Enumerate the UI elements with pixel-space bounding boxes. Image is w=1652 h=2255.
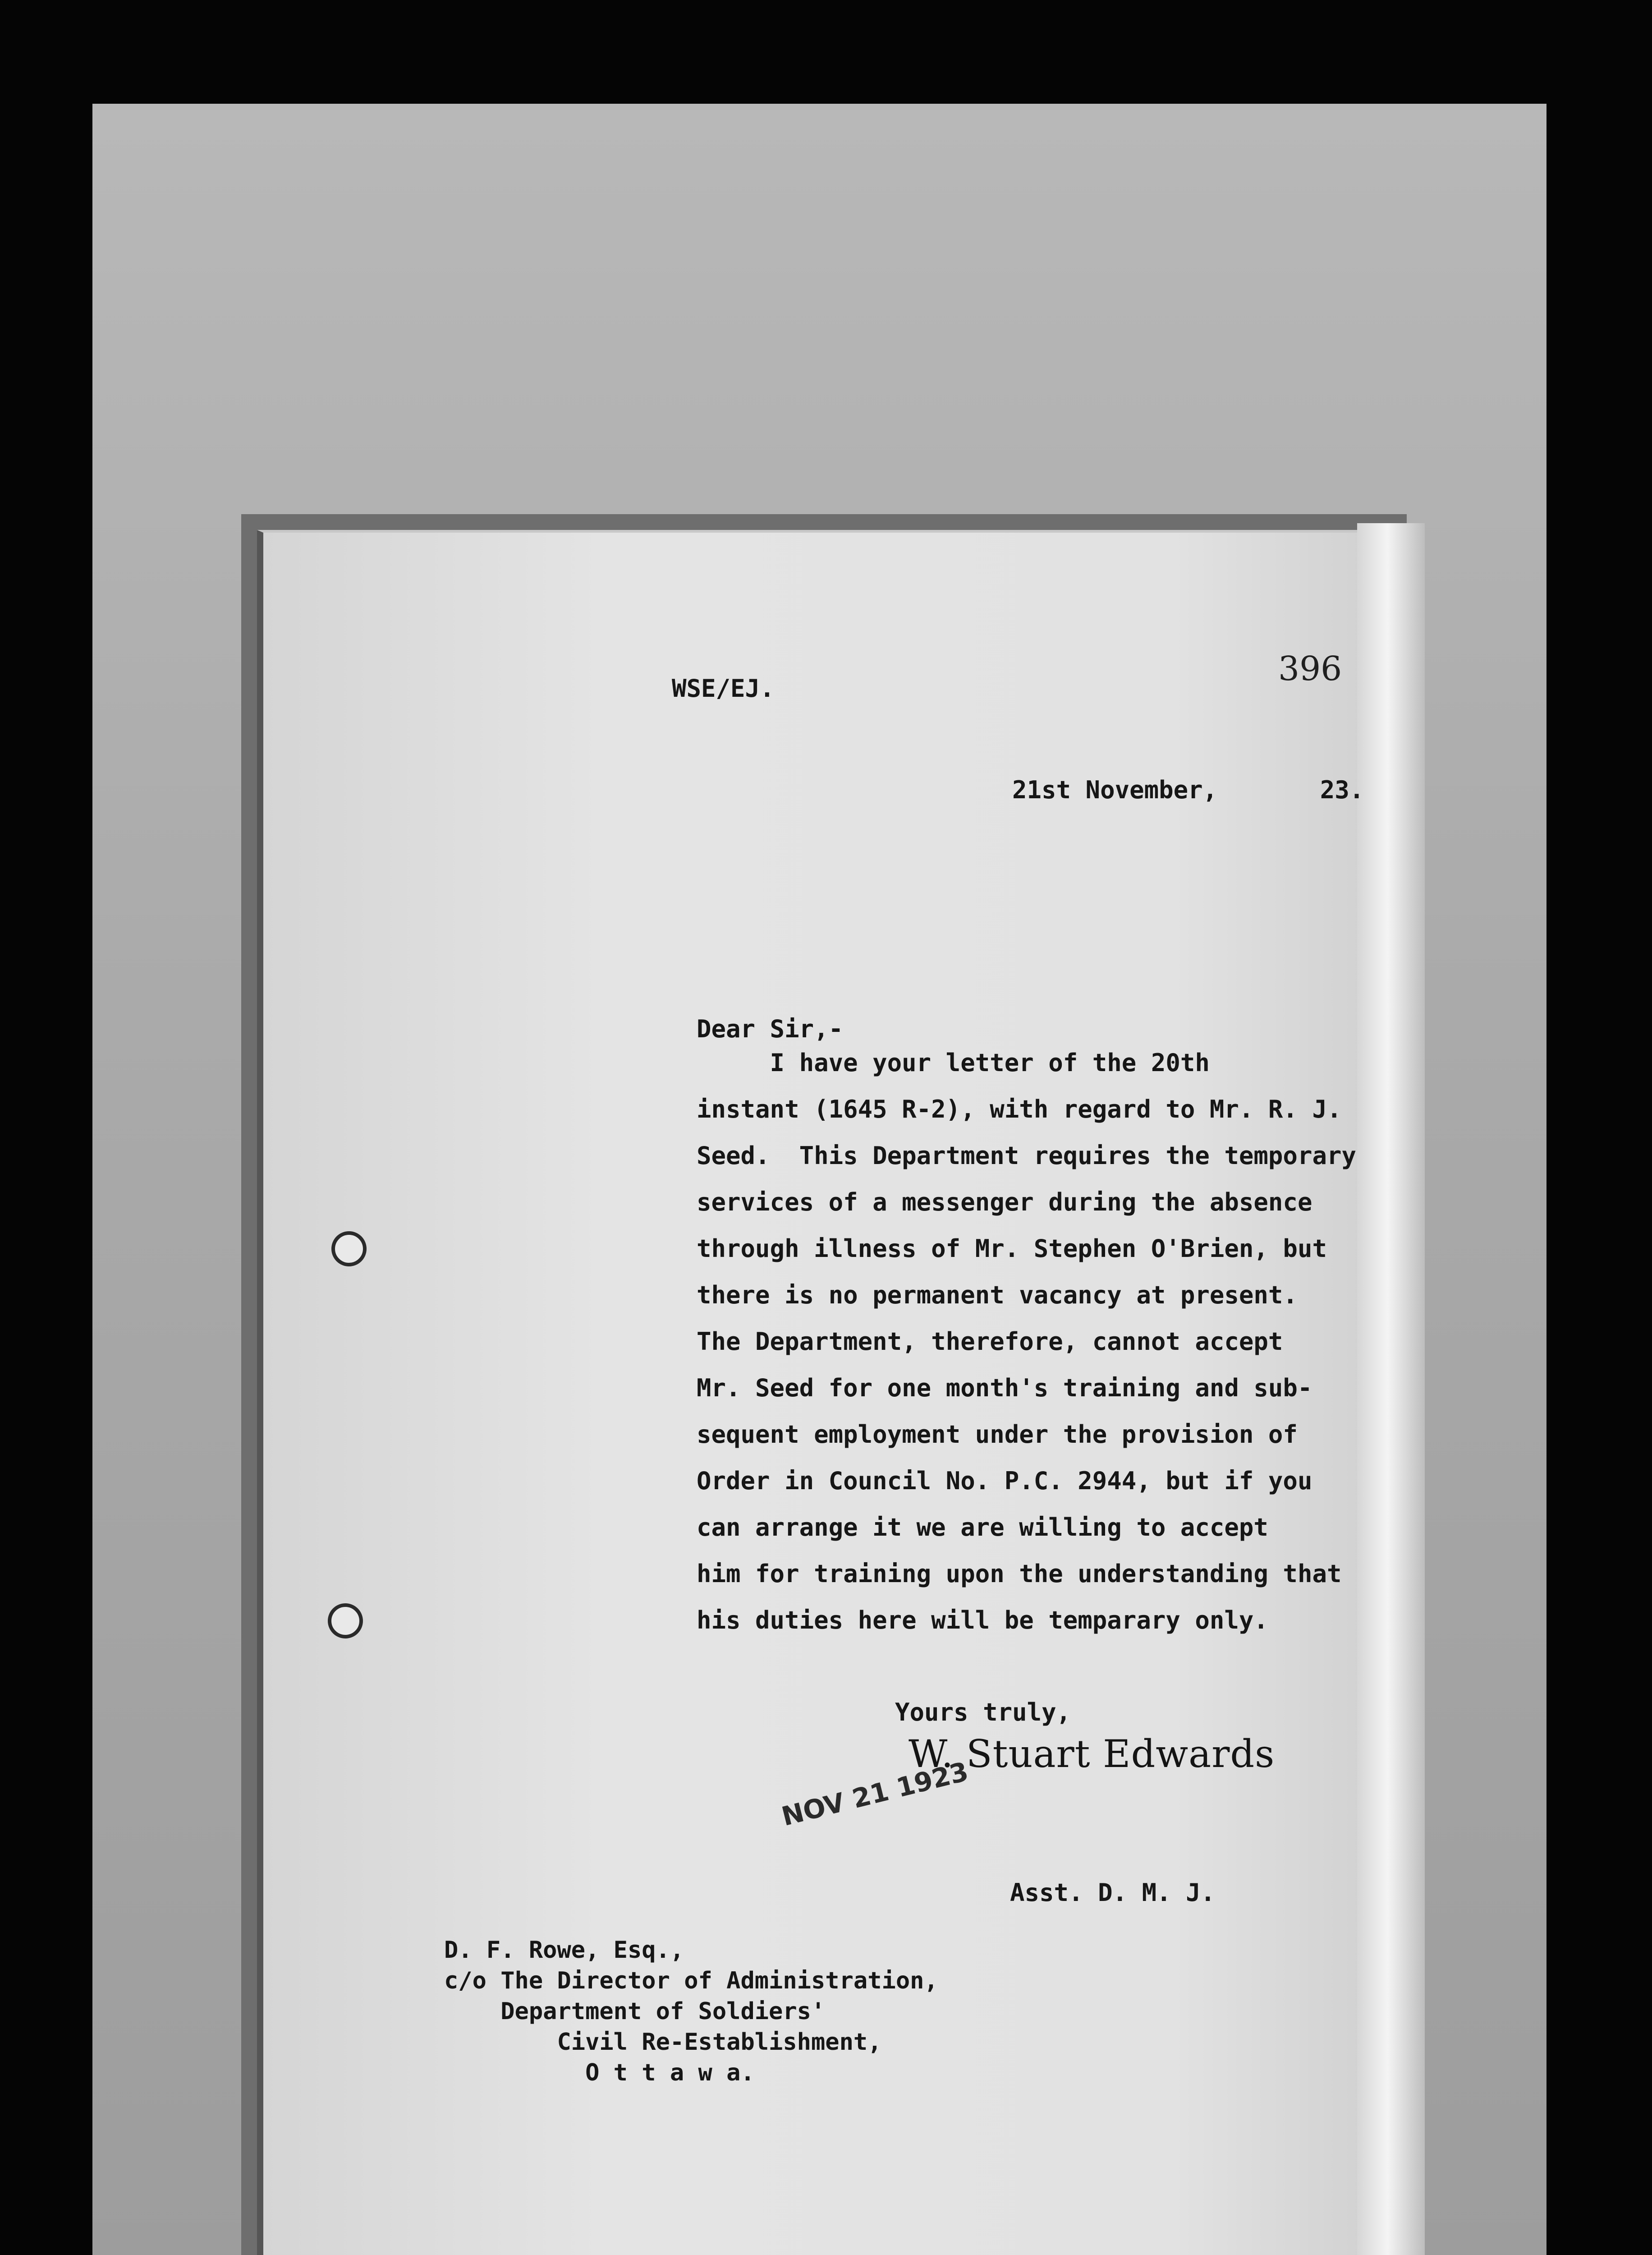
body-line: Seed. This Department requires the temporary — [697, 1141, 1356, 1170]
date-stamp: NOV 21 1923 — [778, 1756, 972, 1832]
body-line: him for training upon the understanding that — [697, 1560, 1342, 1588]
body-line: Mr. Seed for one month's training and sub- — [697, 1374, 1312, 1402]
body-line: can arrange it we are willing to accept — [697, 1513, 1268, 1542]
closing: Yours truly, — [895, 1698, 1071, 1726]
address-line: Department of Soldiers' — [444, 1998, 826, 2025]
address-line: c/o The Director of Administration, — [444, 1967, 938, 1994]
body-line: instant (1645 R-2), with regard to Mr. R. J. — [697, 1095, 1342, 1123]
address-line: D. F. Rowe, Esq., — [444, 1937, 684, 1964]
page-number: 396 — [1278, 649, 1342, 688]
body-line: I have your letter of the 20th — [697, 1049, 1210, 1077]
body-line: sequent employment under the provision of — [697, 1420, 1298, 1449]
address-line: Civil Re-Establishment, — [444, 2029, 882, 2056]
body-line: there is no permanent vacancy at present. — [697, 1281, 1298, 1309]
punch-hole — [328, 1603, 363, 1638]
reference-initials: WSE/EJ. — [672, 674, 775, 703]
punch-hole — [331, 1231, 367, 1266]
body-line: through illness of Mr. Stephen O'Brien, but — [697, 1234, 1327, 1263]
signature: W. Stuart Edwards — [909, 1732, 1275, 1776]
body-line: The Department, therefore, cannot accept — [697, 1327, 1283, 1356]
salutation: Dear Sir,- — [697, 1015, 844, 1043]
signer-title: Asst. D. M. J. — [1010, 1878, 1216, 1907]
page-curl-edge — [1357, 523, 1425, 2255]
body-line: Order in Council No. P.C. 2944, but if you — [697, 1467, 1312, 1495]
letter-date: 21st November, 23. — [1012, 776, 1364, 804]
address-line: O t t a w a. — [444, 2059, 755, 2086]
body-line: services of a messenger during the absence — [697, 1188, 1312, 1216]
body-line: his duties here will be temparary only. — [697, 1606, 1268, 1634]
